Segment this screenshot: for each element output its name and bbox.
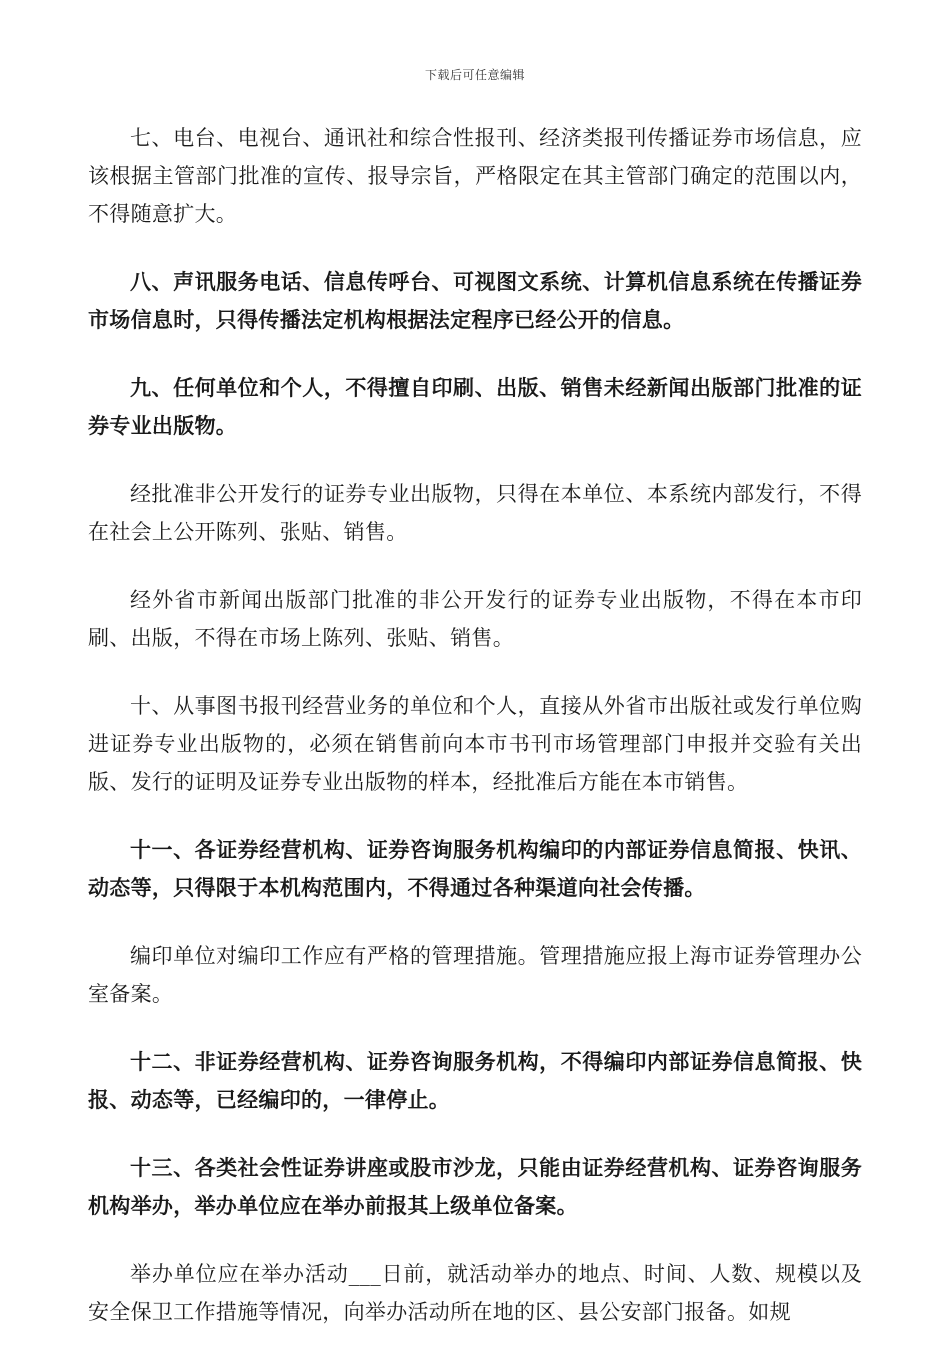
- paragraph-13-sub-1: 举办单位应在举办活动___日前，就活动举办的地点、时间、人数、规模以及安全保卫工作措施等情况，向举办活动所在地的区、县公安部门报备。如规: [88, 1262, 862, 1324]
- paragraph-9: 九、任何单位和个人，不得擅自印刷、出版、销售未经新闻出版部门批准的证券专业出版物。: [88, 375, 862, 438]
- paragraph-9-sub-2: 经外省市新闻出版部门批准的非公开发行的证券专业出版物，不得在本市印刷、出版，不得在市场上陈列、张贴、销售。: [88, 588, 862, 650]
- paragraph-12: 十二、非证券经营机构、证券咨询服务机构，不得编印内部证券信息简报、快报、动态等，已经编印的，一律停止。: [88, 1049, 862, 1112]
- paragraph-8: 八、声讯服务电话、信息传呼台、可视图文系统、计算机信息系统在传播证券市场信息时，只得传播法定机构根据法定程序已经公开的信息。: [88, 269, 862, 332]
- paragraph-13: 十三、各类社会性证券讲座或股市沙龙，只能由证券经营机构、证券咨询服务机构举办，举办单位应在举办前报其上级单位备案。: [88, 1155, 862, 1218]
- paragraph-10: 十、从事图书报刊经营业务的单位和个人，直接从外省市出版社或发行单位购进证券专业出版物的，必须在销售前向本市书刊市场管理部门申报并交验有关出版、发行的证明及证券专业出版物的样本，经批准后方能在本市销售。: [88, 694, 862, 794]
- paragraph-9-sub-1: 经批准非公开发行的证券专业出版物，只得在本单位、本系统内部发行，不得在社会上公开陈列、张贴、销售。: [88, 482, 862, 544]
- page-header: 下载后可任意编辑: [424, 68, 525, 82]
- document-body: [88, 119, 862, 1361]
- paragraph-11-sub-1: 编印单位对编印工作应有严格的管理措施。管理措施应报上海市证券管理办公室备案。: [88, 944, 862, 1006]
- paragraph-7: 七、电台、电视台、通讯社和综合性报刊、经济类报刊传播证券市场信息，应该根据主管部门批准的宣传、报导宗旨，严格限定在其主管部门确定的范围以内，不得随意扩大。: [88, 126, 862, 226]
- paragraph-11: 十一、各证券经营机构、证券咨询服务机构编印的内部证券信息简报、快讯、动态等，只得限于本机构范围内，不得通过各种渠道向社会传播。: [88, 837, 862, 900]
